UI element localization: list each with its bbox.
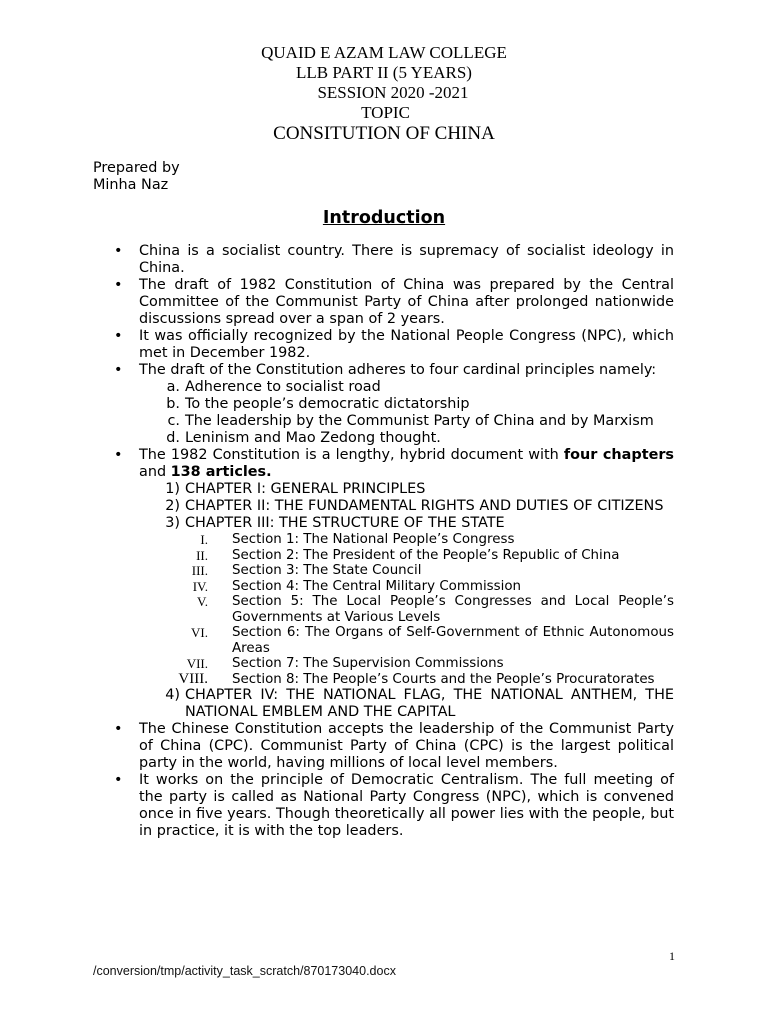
bullet-glyph: • [114,362,123,378]
college-name: QUAID E AZAM LAW COLLEGE [261,43,507,62]
bullet-text-run: The 1982 Constitution is a lengthy, hybrid document with [139,447,564,463]
principle-item [0,413,768,430]
section-text: Section 6: The Organs of Self-Government of Ethnic Autonomous Areas [232,625,674,656]
bullet-item [0,772,768,840]
principle-text: Adherence to socialist road [185,379,381,395]
list-marker: 1) [165,481,180,497]
chapter-text: CHAPTER IV: THE NATIONAL FLAG, THE NATIONAL ANTHEM, THE NATIONAL EMBLEM AND THE CAPITAL [185,687,674,720]
bullet-text-run: and [139,464,171,480]
section-item [0,656,768,672]
chapter-item [0,481,768,498]
section-text: Section 4: The Central Military Commission [232,578,522,594]
section-text: Section 8: The People’s Courts and the People’s Procuratorates [232,671,655,687]
principle-item [0,430,768,447]
bullet-glyph: • [114,277,123,293]
section-item [0,579,768,595]
principle-text: To the people’s democratic dictatorship [185,396,470,412]
page-number: 1 [669,949,675,963]
bullet-item [0,328,768,362]
section-heading: Introduction [322,208,446,228]
chapter-text: CHAPTER I: GENERAL PRINCIPLES [185,481,426,497]
principle-text: The leadership by the Communist Party of China and by Marxism [185,413,654,429]
chapter-item [0,515,768,532]
bullet-text: The draft of the Constitution adheres to four cardinal principles namely: [139,362,657,378]
list-marker: 3) [165,515,180,531]
list-marker: V. [197,594,208,609]
list-marker: III. [191,563,208,578]
bullet-glyph: • [114,447,123,463]
program-line: LLB PART II (5 YEARS) [296,63,472,82]
list-marker: b. [166,396,180,412]
list-marker: a. [166,379,180,395]
section-item [0,532,768,548]
section-text: Section 1: The National People’s Congress [232,532,515,547]
chapter-item [0,687,768,721]
list-marker: 4) [165,687,180,703]
bold-chapter-count: four chapters [563,447,674,463]
bullet-item [0,243,768,277]
principle-item [0,379,768,396]
list-marker: II. [196,547,208,563]
session-line: SESSION 2020 -2021 [317,83,469,102]
list-marker: 2) [165,498,180,514]
bullet-text: China is a socialist country. There is supremacy of socialist ideology in China. [139,243,674,276]
section-text: Section 5: The Local People’s Congresses and Local People’s Governments at Various Levels [232,594,674,625]
author-name: Minha Naz [93,177,169,193]
bullet-text: It was officially recognized by the National People Congress (NPC), which met in December 1982. [139,328,674,361]
bullet-glyph: • [114,328,123,344]
bullet-item [0,277,768,328]
bullet-item [0,721,768,772]
list-marker: VII. [186,656,208,671]
section-item [0,594,768,625]
section-item [0,548,768,564]
principle-item [0,396,768,413]
bullet-text: It works on the principle of Democratic Centralism. The full meeting of the party is called as National Party Congress (NPC), which is convened once in five years. Though theoretically all power lies with the people, but in practice, it is with the top leaders. [139,772,674,839]
section-text: Section 2: The President of the People’s Republic of China [232,547,620,563]
list-marker: I. [200,532,208,547]
list-marker: VI. [191,625,208,640]
document-body [0,243,768,840]
prepared-by-block [93,160,180,194]
bold-article-count: 138 articles. [170,464,272,480]
list-marker: VIII. [178,670,208,687]
bullet-text: The draft of 1982 Constitution of China was prepared by the Central Committee of the Communist Party of China after prolonged nationwide discussions spread over a span of 2 years. [139,277,674,327]
chapter-item [0,498,768,515]
section-item [0,672,768,688]
section-text: Section 3: The State Council [232,563,422,578]
bullet-glyph: • [114,243,123,259]
bullet-glyph: • [114,721,123,737]
bullet-text [139,447,674,481]
list-marker: IV. [192,578,208,594]
topic-title: CONSITUTION OF CHINA [273,123,495,144]
section-item [0,625,768,656]
list-marker: c. [167,413,180,429]
topic-label: TOPIC [361,103,410,122]
bullet-text: The Chinese Constitution accepts the leadership of the Communist Party of China (CPC). Communist Party of China (CPC) is the largest political party in the world, having millions of local level members. [139,721,674,771]
bullet-glyph: • [114,772,123,788]
principle-text: Leninism and Mao Zedong thought. [185,430,441,446]
chapter-text: CHAPTER II: THE FUNDAMENTAL RIGHTS AND DUTIES OF CITIZENS [185,498,664,514]
bullet-item [0,362,768,379]
section-item [0,563,768,579]
list-marker: d. [166,430,180,446]
file-path: /conversion/tmp/activity_task_scratch/870173040.docx [93,964,396,978]
section-text: Section 7: The Supervision Commissions [232,656,504,671]
bullet-item [0,447,768,481]
chapter-text: CHAPTER III: THE STRUCTURE OF THE STATE [185,515,505,531]
prepared-by-label: Prepared by [93,160,180,176]
